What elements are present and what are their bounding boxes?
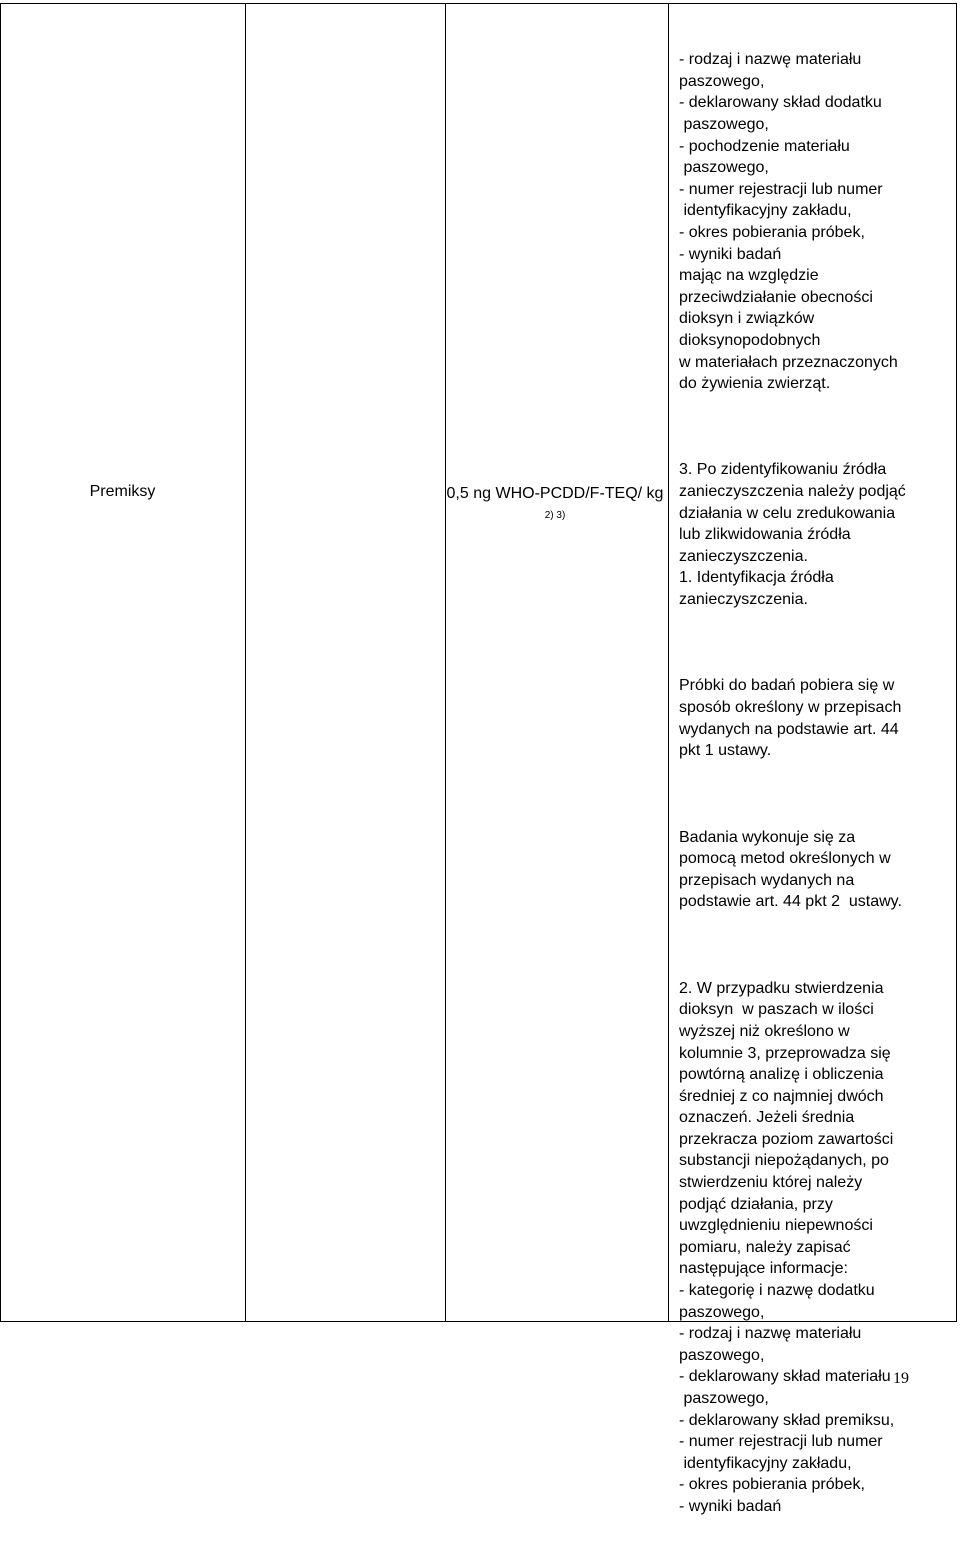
limit-value-cell bbox=[445, 483, 665, 531]
table-border-right bbox=[956, 3, 957, 1322]
table-border-left bbox=[0, 3, 1, 1322]
table-column-divider bbox=[245, 3, 246, 1322]
table-border-top bbox=[0, 3, 957, 4]
page-number: 19 bbox=[893, 1370, 909, 1387]
requirements-paragraph: 2. W przypadku stwierdzenia dioksyn w paszach w ilości wyższej niż określono w kolumnie 3, przeprowadza się powtórną analizę i obliczenia średniej z co najmniej dwóch oznaczeń. Jeżeli średnia przekracza poziom zawartości substancji niepożądanych, po stwierdzeniu której należy podjąć działania, przy uwzględnieniu niepewności pomiaru, należy zapisać następujące informacje: - kategorię i nazwę dodatku paszowego, - rodzaj i nazwę materiału paszowego, - deklarowany skład materiału paszowego, - deklarowany skład premiksu, - numer rejestracji lub numer identyfikacyjny zakładu, - okres pobierania próbek, - wyniki badań bbox=[679, 979, 895, 1515]
requirements-cell bbox=[679, 6, 906, 1561]
requirements-paragraph: Próbki do badań pobiera się w sposób określony w przepisach wydanych na podstawie art. 44 pkt 1 ustawy. bbox=[679, 677, 902, 760]
requirements-paragraph: - rodzaj i nazwę materiału paszowego, - deklarowany skład dodatku paszowego, - pochodzenie materiału paszowego, - numer rejestracji lub numer identyfikacyjny zakładu, - okres pobierania próbek, - wyniki badań mając na względzie przeciwdziałanie obecności dioksyn i związków dioksynopodobnych w materiałach przeznaczonych do żywienia zwierząt. bbox=[679, 51, 898, 393]
requirements-paragraph: Badania wykonuje się za pomocą metod określonych w przepisach wydanych na podstawie art. 44 pkt 2 ustawy. bbox=[679, 828, 902, 911]
table-column-divider bbox=[445, 3, 446, 1322]
table-column-divider bbox=[668, 3, 669, 1322]
limit-value: 0,5 ng WHO-PCDD/F-TEQ/ kg bbox=[446, 485, 664, 502]
requirements-paragraph: 3. Po zidentyfikowaniu źródła zanieczyszczenia należy podjąć działania w celu zredukowania lub zlikwidowania źródła zanieczyszczenia. 1. Identyfikacja źródła zanieczyszczenia. bbox=[679, 461, 906, 609]
limit-footnote: 2) 3) bbox=[544, 510, 566, 521]
row-label-cell: Premiksy bbox=[89, 483, 156, 500]
